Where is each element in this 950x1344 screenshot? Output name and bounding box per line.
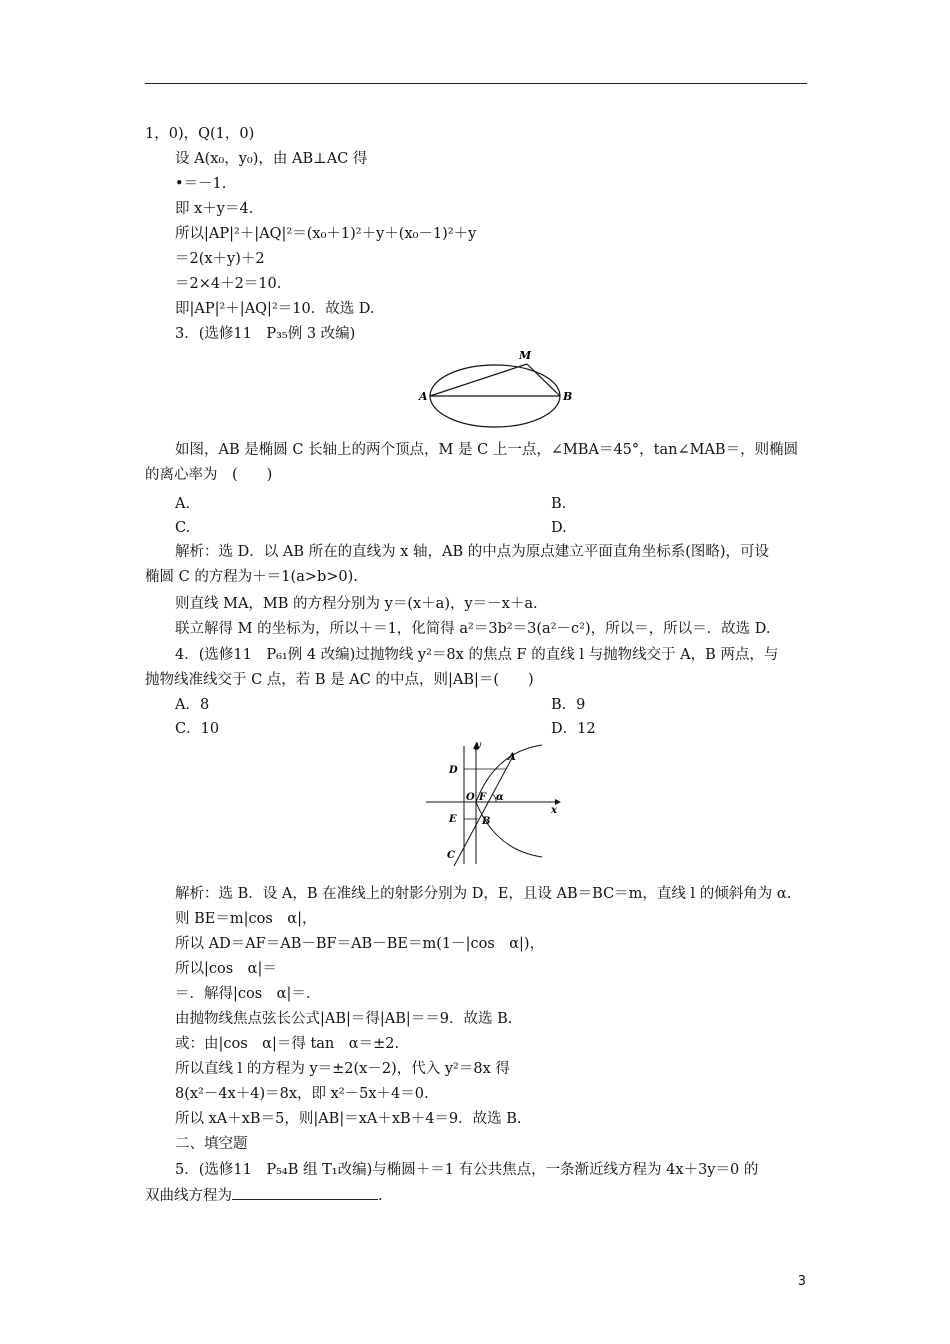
text-line: 即 x＋y＝4.: [175, 201, 254, 217]
label-c: C: [447, 850, 455, 861]
text-line: 或：由|cos α|＝得 tan α＝±2.: [175, 1036, 400, 1052]
text-line: 则直线 MA，MB 的方程分别为 y＝(x＋a)，y＝－x＋a.: [175, 596, 538, 612]
header-rule: [145, 83, 807, 84]
text-line: 1，0)，Q(1，0): [145, 126, 255, 142]
parabola-figure: [420, 740, 565, 868]
text-line: 联立解得 M 的坐标为，所以＋＝1，化简得 a²＝3b²＝3(a²－c²)，所以＝，所以＝．故选 D.: [175, 621, 771, 637]
label-x: x: [551, 805, 557, 816]
segment-am: [430, 364, 527, 396]
option-a: A．8: [175, 697, 210, 713]
answer-blank: [232, 1185, 378, 1200]
option-d: D.: [551, 520, 567, 536]
ellipse-figure: [415, 346, 575, 431]
label-b: B: [482, 816, 491, 827]
text-fragment: 双曲线方程为: [145, 1188, 232, 1204]
text-line: 即|AP|²＋|AQ|²＝10．故选 D.: [175, 301, 375, 317]
option-c: C．10: [175, 721, 220, 737]
text-line: 由抛物线焦点弦长公式|AB|＝得|AB|＝＝9．故选 B.: [175, 1011, 513, 1027]
text-line: 解析：选 D．以 AB 所在的直线为 x 轴，AB 的中点为原点建立平面直角坐标系(图略)，可设: [175, 544, 770, 560]
text-line: 所以直线 l 的方程为 y＝±2(x－2)，代入 y²＝8x 得: [175, 1061, 510, 1077]
question-3-heading: 3．(选修11 P₃₅例 3 改编): [175, 326, 356, 342]
text-line: 抛物线准线交于 C 点，若 B 是 AC 的中点，则|AB|＝( ): [145, 672, 534, 688]
text-line: ＝2×4＋2＝10.: [175, 276, 282, 292]
text-line: 解析：选 B．设 A，B 在准线上的射影分别为 D，E，且设 AB＝BC＝m，直线 l 的倾斜角为 α.: [175, 886, 792, 902]
text-line: 设 A(x₀，y₀)，由 AB⊥AC 得: [175, 151, 368, 167]
text-line: 如图，AB 是椭圆 C 长轴上的两个顶点，M 是 C 上一点，∠MBA＝45°，tan∠MAB＝，则椭圆: [175, 442, 799, 458]
segment-mb: [527, 364, 560, 396]
text-line: 所以 AD＝AF＝AB－BF＝AB－BE＝m(1－|cos α|)，: [175, 936, 545, 952]
label-d: D: [449, 765, 458, 776]
text-fragment: .: [378, 1188, 383, 1204]
text-line: 的离心率为 ( ): [145, 467, 273, 483]
label-a: A: [419, 390, 428, 403]
option-c: C.: [175, 520, 191, 536]
text-line: 椭圆 C 的方程为＋＝1(a>b>0).: [145, 569, 358, 585]
text-line: 所以|cos α|＝: [175, 961, 277, 977]
option-d: D．12: [551, 721, 596, 737]
option-b: B.: [551, 496, 567, 512]
label-m: M: [519, 349, 532, 362]
text-line: 则 BE＝m|cos α|，: [175, 911, 317, 927]
text-line: 5．(选修11 P₅₄B 组 T₁改编)与椭圆＋＝1 有公共焦点，一条渐近线方程为 4x＋3y＝0 的: [175, 1162, 759, 1178]
option-b: B．9: [551, 697, 586, 713]
line-l: [454, 758, 512, 866]
text-line: 4．(选修11 P₆₁例 4 改编)过抛物线 y²＝8x 的焦点 F 的直线 l 与抛物线交于 A，B 两点，与: [175, 647, 779, 663]
label-b: B: [563, 390, 573, 403]
text-line: ＝．解得|cos α|＝.: [175, 986, 311, 1002]
label-f: F: [479, 792, 487, 803]
label-alpha: α: [496, 792, 504, 803]
text-line: ＝2(x＋y)＋2: [175, 251, 265, 267]
text-line: •＝－1.: [175, 176, 227, 192]
label-y: y: [475, 740, 481, 751]
label-o: O: [466, 792, 475, 803]
text-line: 8(x²－4x＋4)＝8x，即 x²－5x＋4＝0.: [175, 1086, 429, 1102]
text-line: [145, 1185, 807, 1206]
label-e: E: [449, 814, 457, 825]
label-a: A: [508, 752, 516, 763]
text-line: 所以|AP|²＋|AQ|²＝(x₀＋1)²＋y＋(x₀－1)²＋y: [175, 226, 477, 242]
page-number: 3: [797, 1274, 806, 1289]
section-heading: 二、填空题: [175, 1136, 248, 1152]
option-a: A.: [175, 496, 191, 512]
text-line: 所以 xA＋xB＝5，则|AB|＝xA＋xB＋4＝9．故选 B.: [175, 1111, 522, 1127]
